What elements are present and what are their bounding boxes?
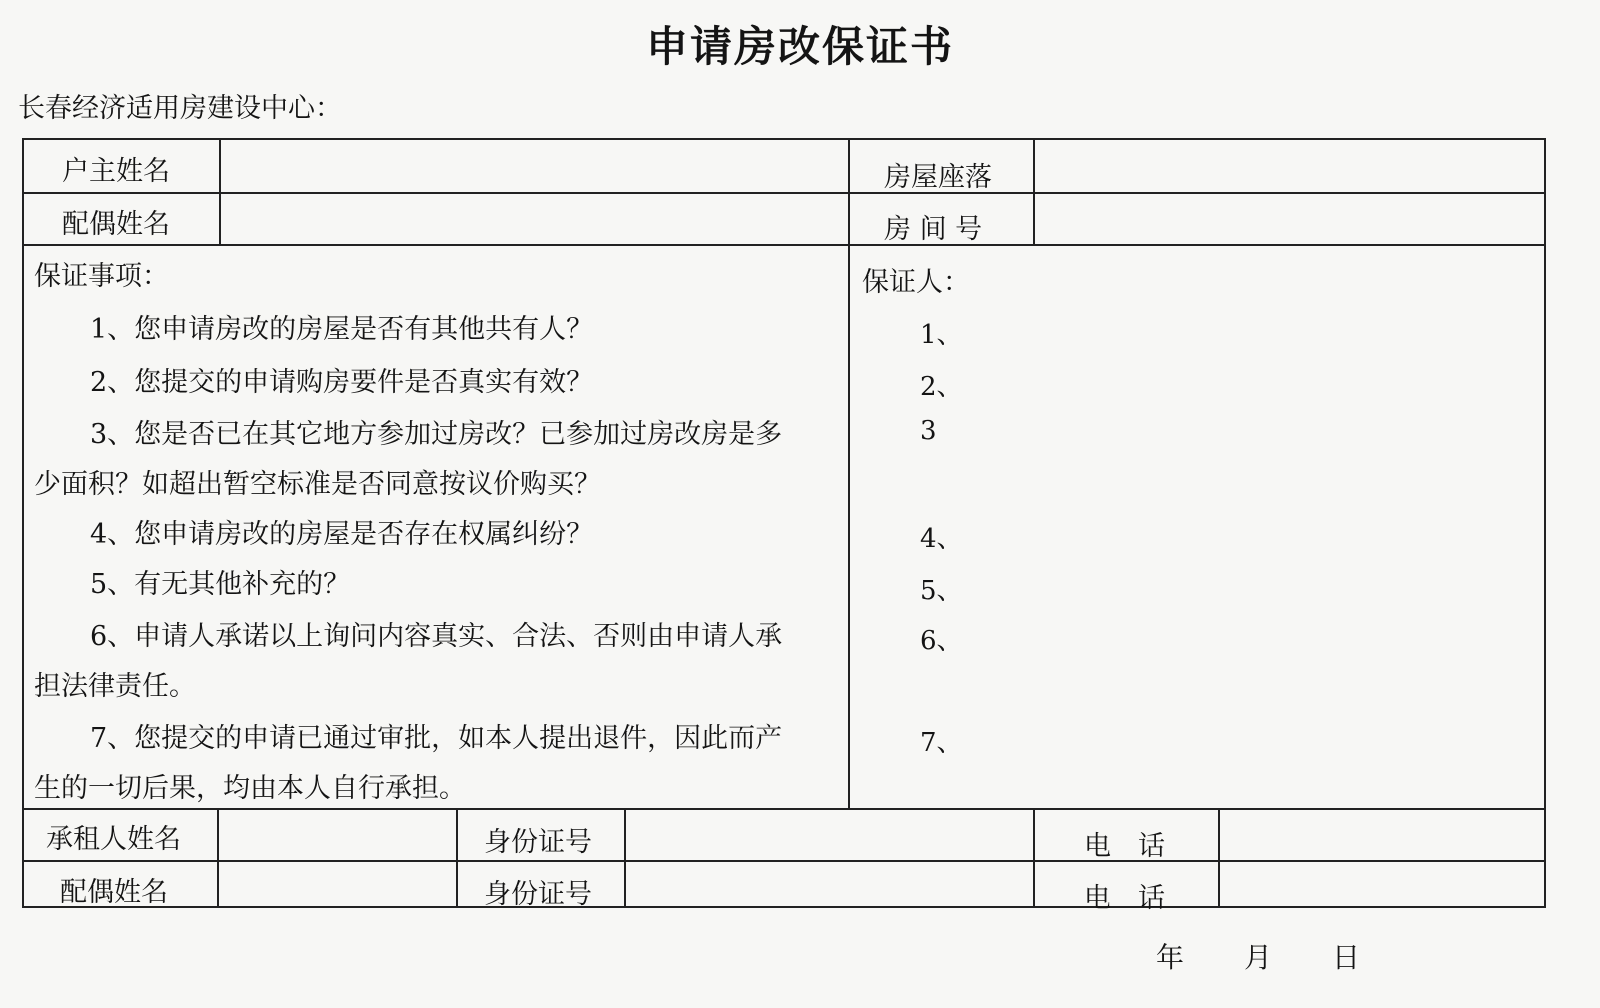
guarantee-line: 5、有无其他补充的？ (90, 569, 351, 600)
owner-name-label: 户主姓名 (62, 156, 170, 187)
guarantee-line: 担法律责任。 (34, 671, 196, 702)
guarantor-answer-number: 4、 (920, 524, 963, 554)
id-number-label: 身份证号 (484, 879, 592, 910)
guarantor-answer-number: 6、 (920, 626, 963, 656)
tenant-spouse-name-label: 配偶姓名 (60, 877, 168, 908)
guarantor-heading: 保证人： (862, 267, 970, 298)
page-title: 申请房改保证书 (645, 22, 954, 71)
addressee: 长春经济适用房建设中心： (18, 93, 342, 124)
guarantee-line: 4、您申请房改的房屋是否存在权属纠纷？ (90, 519, 594, 550)
guarantor-answer-number: 2、 (920, 372, 963, 402)
spouse-name-label: 配偶姓名 (62, 209, 170, 240)
guarantee-line: 2、您提交的申请购房要件是否真实有效？ (90, 367, 594, 398)
house-location-label: 房屋座落 (884, 162, 992, 193)
guarantor-answer-number: 5、 (920, 576, 963, 606)
guarantee-line: 1、您申请房改的房屋是否有其他共有人？ (90, 314, 594, 345)
guarantor-answer-number: 1、 (920, 320, 963, 350)
guarantee-line: 6、申请人承诺以上询问内容真实、合法、否则由申请人承 (90, 621, 783, 652)
phone-label: 电 话 (1084, 831, 1165, 862)
tenant-name-label: 承租人姓名 (46, 824, 181, 855)
day-label: 日 (1332, 941, 1361, 974)
guarantee-line: 3、您是否已在其它地方参加过房改？已参加过房改房是多 (90, 419, 783, 450)
phone-label: 电 话 (1084, 883, 1165, 914)
room-number-label: 房 间 号 (884, 214, 983, 245)
guarantee-heading: 保证事项： (34, 261, 169, 292)
id-number-label: 身份证号 (484, 827, 592, 858)
month-label: 月 (1244, 941, 1273, 974)
guarantee-line: 少面积？如超出暂空标准是否同意按议价购买？ (34, 469, 601, 500)
guarantor-answer-number: 7、 (920, 728, 963, 758)
guarantee-line: 7、您提交的申请已通过审批，如本人提出退件，因此而产 (90, 723, 783, 754)
year-label: 年 (1156, 941, 1185, 974)
guarantor-answer-number: 3 (920, 416, 937, 446)
guarantee-line: 生的一切后果，均由本人自行承担。 (34, 773, 466, 804)
